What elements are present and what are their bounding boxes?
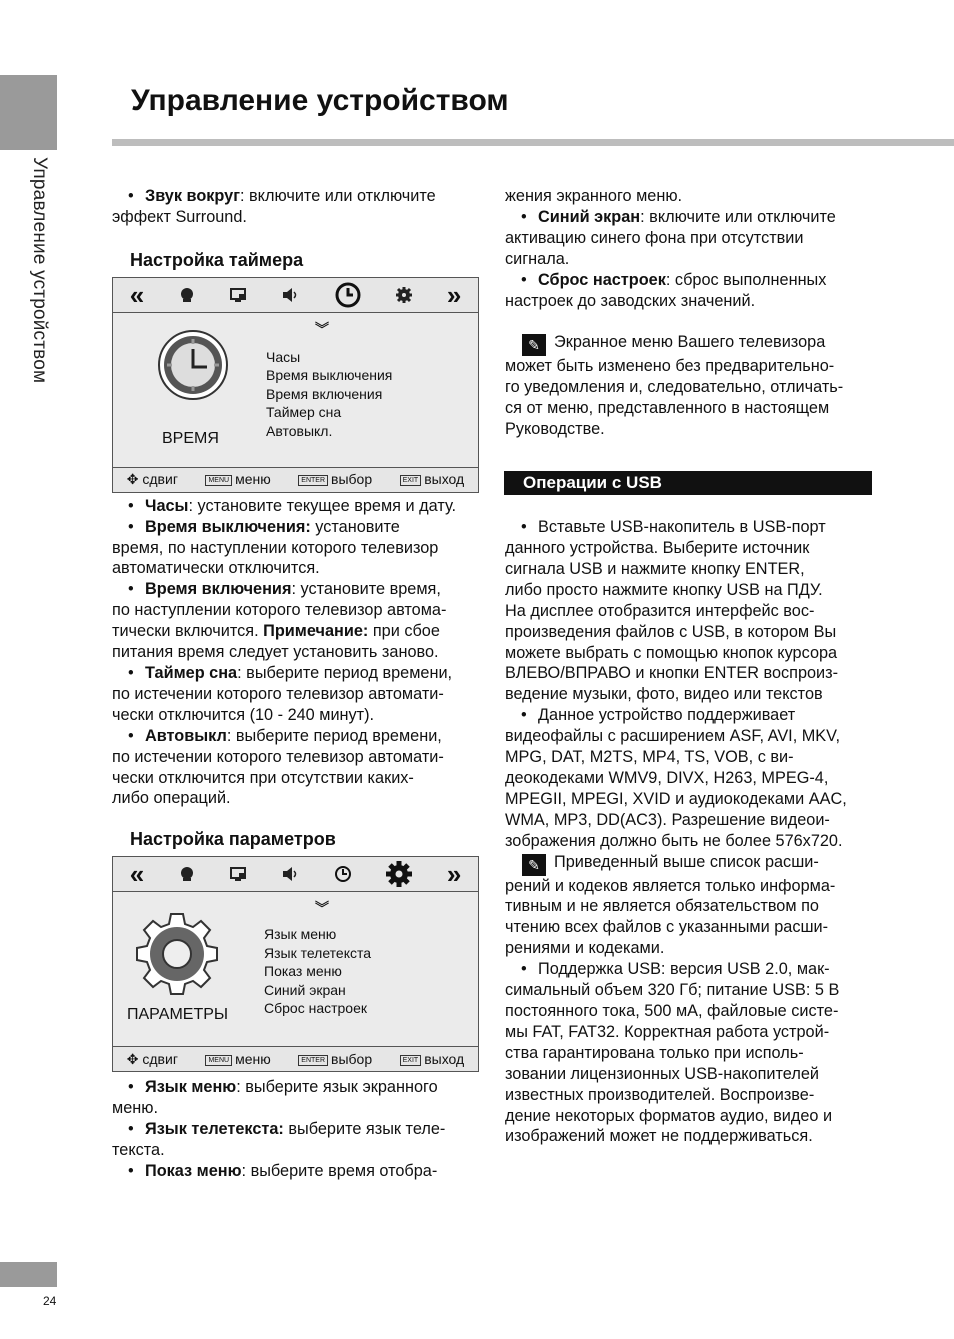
- screen-icon[interactable]: [229, 865, 247, 883]
- menu-item[interactable]: Время включения: [266, 385, 383, 402]
- desc-bullet: • Автовыкл: выберите период времени,: [128, 726, 442, 745]
- menu-item[interactable]: Таймер сна: [266, 404, 342, 421]
- desc-bullet: • Время выключения: установите: [128, 517, 400, 536]
- clock-icon[interactable]: [334, 281, 362, 309]
- menu-label: ПАРАМЕТРЫ: [127, 1006, 229, 1024]
- page-title: Управление устройством: [131, 84, 509, 117]
- usb-bullet: • Данное устройство поддерживает: [521, 706, 796, 725]
- select-hint: ENTER выбор: [298, 469, 372, 490]
- osd-tabs: [113, 278, 478, 313]
- header-rule: [112, 139, 954, 146]
- prev-arrow-icon[interactable]: «: [129, 859, 145, 890]
- usb-section-title: Операции с USB: [504, 471, 872, 495]
- timer-menu-list: [266, 348, 392, 441]
- sound-icon[interactable]: [281, 865, 301, 883]
- next-arrow-icon[interactable]: »: [446, 279, 462, 310]
- desc-bullet: • Часы: установите текущее время и дату.: [128, 496, 456, 515]
- screen-icon[interactable]: [229, 286, 247, 304]
- usb-bullet: • Поддержка USB: версия USB 2.0, мак-: [521, 960, 830, 979]
- move-hint: ✥ сдвиг: [126, 1050, 178, 1067]
- picture-icon[interactable]: [178, 286, 196, 304]
- scroll-down-icon: ︾: [315, 320, 329, 337]
- osd-body: [113, 892, 478, 1047]
- note-icon: ✎: [522, 334, 546, 356]
- menu-item[interactable]: Язык телетекста: [264, 944, 372, 961]
- move-icon: ✥: [126, 1050, 139, 1067]
- large-clock-icon: [157, 329, 229, 401]
- page-number: 24: [43, 1294, 57, 1308]
- bottom-tab: [0, 1262, 57, 1287]
- scroll-down-icon: ︾: [315, 900, 329, 917]
- side-tab: [0, 75, 57, 150]
- params-osd: [112, 856, 479, 1072]
- large-gear-icon: [135, 912, 219, 996]
- params-menu-list: [264, 925, 371, 1018]
- osd-tabs: [113, 857, 478, 892]
- next-arrow-icon[interactable]: »: [446, 859, 462, 890]
- left-column: [112, 186, 484, 1182]
- intro-cont: эффект Surround.: [112, 207, 247, 226]
- clock-icon[interactable]: [334, 865, 352, 883]
- menu-item[interactable]: Время выключения: [266, 367, 393, 384]
- move-icon: ✥: [126, 471, 139, 488]
- osd-footer: [113, 468, 478, 492]
- sound-icon[interactable]: [281, 286, 301, 304]
- timer-osd: [112, 277, 479, 493]
- desc-bullet: • Синий экран: включите или отключите: [521, 207, 836, 226]
- gear-icon[interactable]: [385, 860, 413, 888]
- params-description: • Язык меню: выберите язык экранного меню. • Язык телетекста: выберите язык теле- текста. • Показ меню: выберите время отобра-: [112, 1077, 484, 1182]
- menu-label: ВРЕМЯ: [162, 429, 219, 447]
- exit-hint: EXIT выход: [400, 469, 465, 490]
- usb-section: • Вставьте USB-накопитель в USB-порт данного устройства. Выберите источник сигнала USB и нажмите кнопку ENTER, либо просто нажмите кнопку USB на ПДУ. На дисплее отобразится интерфейс вос- произведения файлов с USB, в котором Вы можете выбрать с помощью кнопок курсора ВЛЕВО/ВПРАВО и кнопки ENTER воспроиз- ведение музыки, фото, видео или текстов • Данное устройство поддерживает видеофайлы с расширением ASF, AVI, MKV, MPG, DAT, M2TS, MP4, TS, VOB, с ви- деокодеками WMV9, DIVX, H263, MPEG-4, MPEGII, MPEGI, XVID и аудиокодеками AAC, WMA, MP3, DD(AC3). Разрешение видеои- зображения должно быть не более 576x720. ✎ Приведенный выше список расши- рений и кодеков является только информа- тивным и не является обязательством по чтению всех файлов с указанными расши- рениями и кодеками. • Поддержка USB: версия USB 2.0, мак- симальный объем 320 Гб; питание USB: 5 В постоянного тока, 500 мА, файловые систе- мы FAT, FAT32. Корректная работа устрой- ства гарантирована только при исполь- зовании лицензионных USB-накопителей известных производителей. Воспроизве- дение некоторых форматов аудио, видео и изображений может не поддерживаться.: [505, 517, 877, 1147]
- menu-item[interactable]: Язык меню: [264, 926, 337, 943]
- menu-hint: MENU меню: [205, 1049, 270, 1070]
- move-hint: ✥ сдвиг: [126, 471, 178, 488]
- menu-hint: MENU меню: [205, 469, 270, 490]
- select-hint: ENTER выбор: [298, 1049, 372, 1070]
- menu-item[interactable]: Автовыкл.: [266, 422, 333, 439]
- desc-bullet: • Язык телетекста: выберите язык теле-: [128, 1120, 446, 1139]
- desc-bullet: • Показ меню: выберите время отобра-: [128, 1161, 438, 1180]
- prev-arrow-icon[interactable]: «: [129, 279, 145, 310]
- picture-icon[interactable]: [178, 865, 196, 883]
- params-heading: Настройка параметров: [130, 829, 336, 850]
- exit-hint: EXIT выход: [400, 1049, 465, 1070]
- menu-item[interactable]: Синий экран: [264, 981, 346, 998]
- cont-line: жения экранного меню.: [505, 187, 683, 205]
- menu-item[interactable]: Сброс настроек: [264, 1000, 368, 1017]
- osd-footer: [113, 1047, 478, 1071]
- desc-bullet: • Сброс настроек: сброс выполненных: [521, 270, 827, 289]
- timer-heading: Настройка таймера: [130, 249, 304, 270]
- desc-bullet: • Язык меню: выберите язык экранного: [128, 1078, 438, 1097]
- side-label: Управление устройством: [29, 157, 50, 384]
- desc-bullet: • Таймер сна: выберите период времени,: [128, 663, 453, 682]
- note-block: ✎ Экранное меню Вашего телевизора может быть изменено без предварительно- го уведомления и, следовательно, отличать- ся от меню, представленного в настоящем Руководстве.: [505, 333, 844, 439]
- usb-bullet: • Вставьте USB-накопитель в USB-порт: [521, 518, 826, 537]
- desc-bullet: • Время включения: установите время,: [128, 580, 441, 599]
- intro-bullet: • Звук вокруг: включите или отключите: [128, 187, 436, 205]
- osd-body: [113, 313, 478, 468]
- menu-item[interactable]: Часы: [266, 348, 301, 365]
- note-icon: ✎: [522, 854, 546, 876]
- timer-description: • Часы: установите текущее время и дату. • Время выключения: установите время, по наступлении которого телевизор автоматически отключится. • Время включения: установите время, по наступлении которого телевизор автома- тически включится. Примечание: при сбое питания время следует установить заново. • Таймер сна: выберите период времени, по истечении которого телевизор автомати- чески отключится (10 - 240 минут). • Автовыкл: выберите период времени, по истечении которого телевизор автомати- чески отключится при отсутствии каких- либо операций.: [112, 496, 484, 810]
- menu-item[interactable]: Показ меню: [264, 963, 342, 980]
- right-column: жения экранного меню. • Синий экран: включите или отключите активацию синего фона при отсутствии сигнала. • Сброс настроек: сброс выполненных настроек до заводских значений. ✎ Экранное меню Вашего телевизора может быть изменено без предварительно- го уведомления и, следовательно, отличать- ся от меню, представленного в настоящем Руководстве. Операции с USB • Вставьте USB-накопитель в USB-порт данного устройства. Выберите источник сигнала USB и нажмите кнопку ENTER, либо просто нажмите кнопку USB на ПДУ. На дисплее отобразится интерфейс вос- произведения файлов с USB, в котором Вы можете выбрать с помощью кнопок курсора ВЛЕВО/ВПРАВО и кнопки ENTER воспроиз- ведение музыки, фото, видео или текстов • Данное устройство поддерживает видеофайлы с расширением ASF, AVI, MKV, MPG, DAT, M2TS, MP4, TS, VOB, с ви- деокодеками WMV9, DIVX, H263, MPEG-4, MPEGII, MPEGI, XVID и аудиокодеками AAC, WMA, MP3, DD(AC3). Разрешение видеои- зображения должно быть не более 576x720. ✎ Приведенный выше список расши- рений и кодеков является только информа- тивным и не является обязательством по чтению всех файлов с указанными расши- рениями и кодеками. • Поддержка USB: версия USB 2.0, мак- симальный объем 320 Гб; питание USB: 5 В постоянного тока, 500 мА, файловые систе- мы FAT, FAT32. Корректная работа устрой- ства гарантирована только при исполь- зовании лицензионных USB-накопителей известных производителей. Воспроизве- дение некоторых форматов аудио, видео и изображений может не поддерживаться.: [505, 186, 877, 1147]
- gear-icon[interactable]: [395, 286, 413, 304]
